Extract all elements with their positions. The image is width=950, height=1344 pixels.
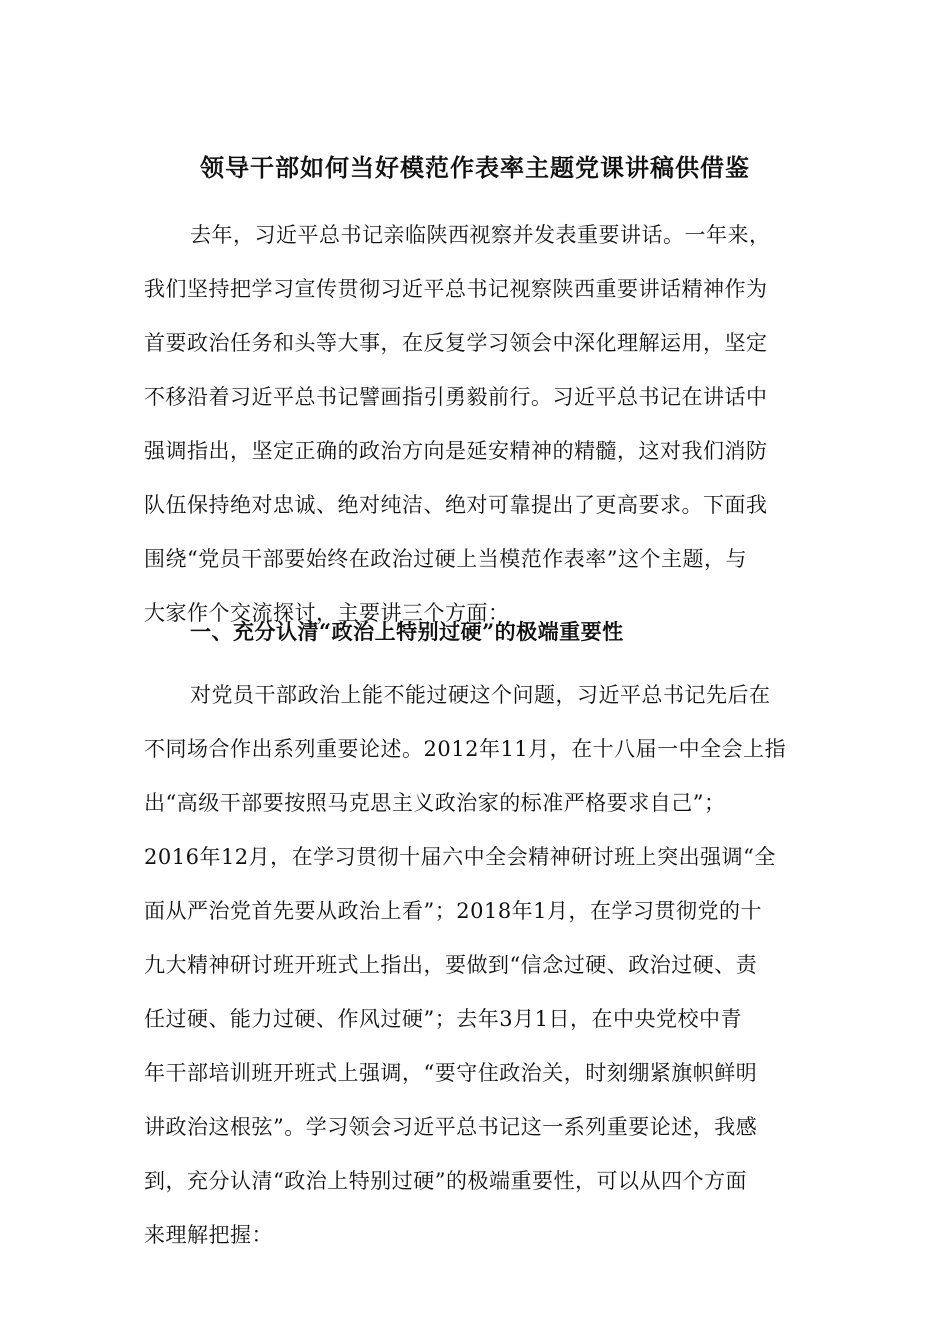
paragraph-line: 到，充分认清“政治上特别过硬”的极端重要性，可以从四个方面 [144, 1169, 747, 1193]
paragraph-line: 强调指出，坚定正确的政治方向是延安精神的精髓，这对我们消防 [144, 439, 768, 463]
paragraph-line: 去年，习近平总书记亲临陕西视察并发表重要讲话。一年来， [190, 223, 771, 247]
paragraph-line: 面从严治党首先要从政治上看”；2018年1月，在学习贯彻党的十 [144, 899, 763, 923]
paragraph-line: 队伍保持绝对忠诚、绝对纯洁、绝对可靠提出了更高要求。下面我 [144, 493, 768, 517]
paragraph-line: 对党员干部政治上能不能过硬这个问题，习近平总书记先后在 [190, 683, 771, 707]
paragraph-line: 来理解把握： [144, 1223, 273, 1247]
intro-paragraph [144, 208, 804, 640]
paragraph-line: 出“高级干部要按照马克思主义政治家的标准严格要求自己”； [144, 791, 726, 815]
paragraph-line: 围绕“党员干部要始终在政治过硬上当模范作表率”这个主题，与 [144, 547, 747, 571]
paragraph-line: 首要政治任务和头等大事，在反复学习领会中深化理解运用，坚定 [144, 331, 768, 355]
paragraph-line: 不同场合作出系列重要论述。2012年11月，在十八届一中全会上指 [144, 737, 787, 761]
body-paragraph [144, 668, 804, 1262]
paragraph-line: 年干部培训班开班式上强调，“要守住政治关，时刻绷紧旗帜鲜明 [144, 1061, 758, 1085]
paragraph-line: 我们坚持把学习宣传贯彻习近平总书记视察陕西重要讲话精神作为 [144, 277, 768, 301]
document-title: 领导干部如何当好模范作表率主题党课讲稿供借鉴 [200, 153, 750, 182]
paragraph-line: 不移沿着习近平总书记譬画指引勇毅前行。习近平总书记在讲话中 [144, 385, 768, 409]
paragraph-line: 2016年12月，在学习贯彻十届六中全会精神研讨班上突出强调“全 [144, 845, 776, 869]
paragraph-line: 九大精神研讨班开班式上指出，要做到“信念过硬、政治过硬、责 [144, 953, 758, 977]
paragraph-line: 任过硬、能力过硬、作风过硬”；去年3月1日，在中央党校中青 [144, 1007, 742, 1031]
section-heading: 一、充分认清“政治上特别过硬”的极端重要性 [190, 619, 624, 644]
paragraph-line: 讲政治这根弦”。学习领会习近平总书记这一系列重要论述，我感 [144, 1115, 758, 1139]
paragraph-line: 大家作个交流探讨，主要讲三个方面： [144, 601, 510, 625]
